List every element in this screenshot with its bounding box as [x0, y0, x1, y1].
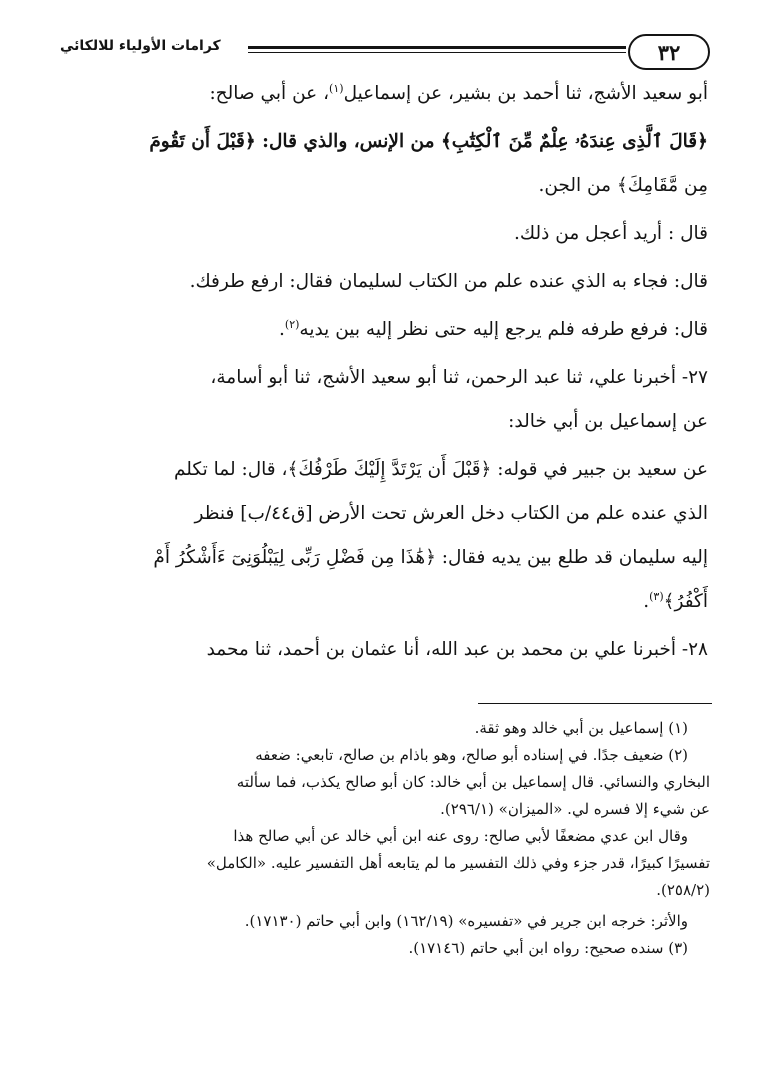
main-text	[58, 72, 708, 672]
text-line: قال : أريد أعجل من ذلك.	[514, 223, 708, 244]
text-line: مِن مَّقَامِكَ﴾ من الجن.	[538, 175, 708, 196]
footnote-line: عن شيء إلا فسره لي. «الميزان» (٢٩٦/١).	[440, 800, 710, 818]
text-line: أبو سعيد الأشج، ثنا أحمد بن بشير، عن إسماعيل$^{(١)}$، عن أبي صالح:	[209, 81, 708, 104]
text-line: عن إسماعيل بن أبي خالد:	[508, 411, 708, 432]
footnote-ref: (٢)	[284, 317, 300, 331]
page-number: ٣٢	[628, 34, 710, 70]
header-rule	[248, 46, 626, 53]
book-title: كرامات الأولياء للالكائي	[60, 38, 221, 54]
footnote-line: والأثر: خرجه ابن جرير في «تفسيره» (١٦٢/١٩) وابن أبي حاتم (١٧١٣٠).	[244, 912, 688, 930]
footnote-line: (١) إسماعيل بن أبي خالد وهو ثقة.	[474, 719, 688, 737]
footnote-line: (٢٥٨/٢).	[656, 881, 710, 899]
text-line: ﴿قَالَ ٱلَّذِى عِندَهُۥ عِلْمٌ مِّنَ ٱلْكِتَٰبِ﴾ من الإنس، والذي قال: ﴿قَبْلَ أَن تَقُومَ	[149, 131, 708, 152]
footnote-separator	[478, 703, 712, 704]
footnotes	[58, 715, 710, 962]
footnote-ref: (١)	[329, 81, 344, 95]
footnote-line: وقال ابن عدي مضعفًا لأبي صالح: روى عنه ابن أبي خالد عن أبي صالح هذا	[233, 827, 688, 845]
text-line: إليه سليمان قد طلع بين يديه فقال: ﴿هَٰذَا مِن فَضْلِ رَبِّى لِيَبْلُوَنِىٓ ءَأَشْكُرُ أَمْ	[153, 547, 708, 568]
footnote-line: (٢) ضعيف جدًا. في إسناده أبو صالح، وهو باذام بن صالح، تابعي: ضعفه	[255, 746, 688, 764]
text-line: ٢٨- أخبرنا علي بن محمد بن عبد الله، أنا عثمان بن أحمد، ثنا محمد	[206, 639, 708, 660]
text-line: الذي عنده علم من الكتاب دخل العرش تحت الأرض [ق٤٤/ب] فنظر	[194, 503, 708, 524]
text-line: قال: فرفع طرفه فلم يرجع إليه حتى نظر إليه بين يديه$^{(٢)}$.	[279, 317, 708, 340]
text-line: ٢٧- أخبرنا علي، ثنا عبد الرحمن، ثنا أبو سعيد الأشج، ثنا أبو أسامة،	[210, 367, 708, 388]
text-line: أَكْفُرُ﴾$^{(٣)}$.	[643, 589, 708, 612]
page-header	[60, 34, 710, 74]
text-line: عن سعيد بن جبير في قوله: ﴿قَبْلَ أَن يَرْتَدَّ إِلَيْكَ طَرْفُكَ﴾، قال: لما تكلم	[173, 459, 708, 480]
footnote-ref: (٣)	[649, 589, 664, 603]
footnote-line: (٣) سنده صحيح: رواه ابن أبي حاتم (١٧١٤٦).	[408, 939, 688, 957]
footnote-line: تفسيرًا كبيرًا، قدر جزء وفي ذلك التفسير ما لم يتابعه أهل التفسير عليه. «الكامل»	[206, 854, 710, 872]
text-line: قال: فجاء به الذي عنده علم من الكتاب لسليمان فقال: ارفع طرفك.	[189, 271, 708, 292]
footnote-line: البخاري والنسائي. قال إسماعيل بن أبي خالد: كان أبو صالح يكذب، فما سألته	[236, 773, 710, 791]
